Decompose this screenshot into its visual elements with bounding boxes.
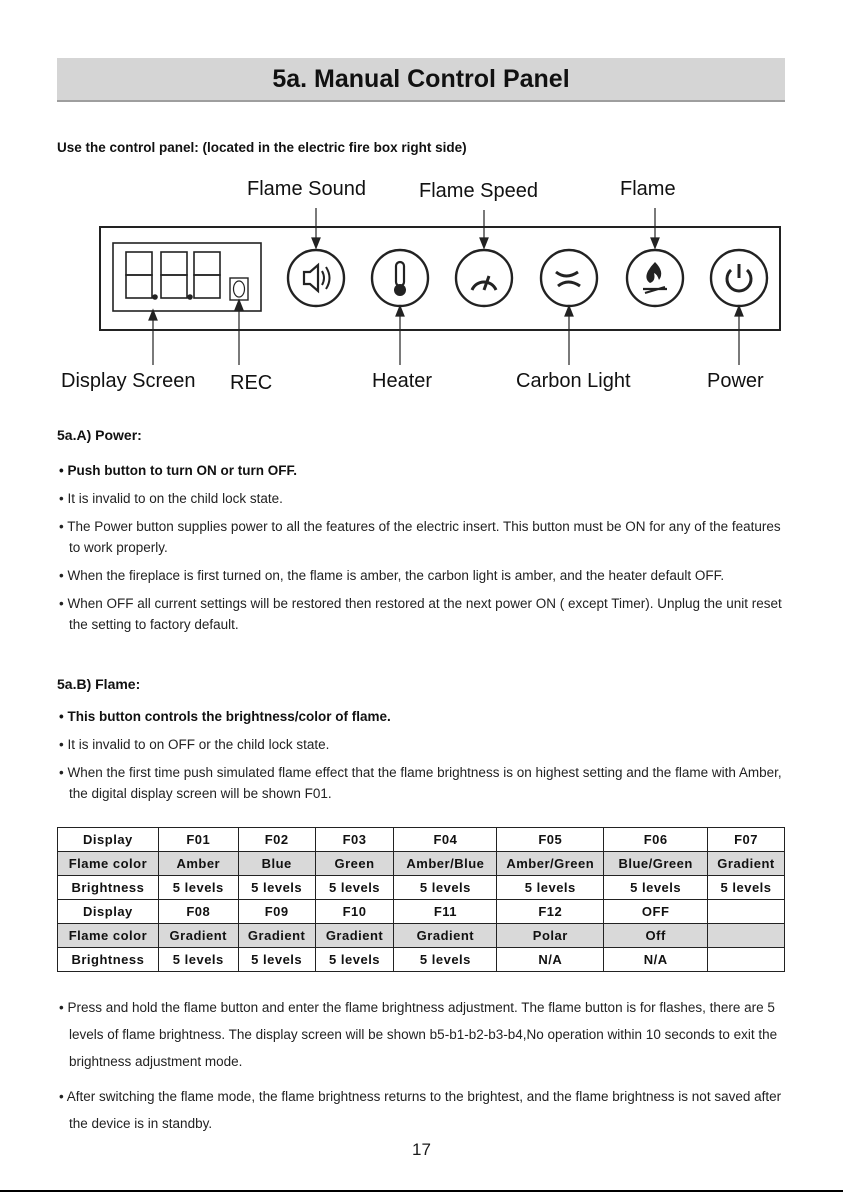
label-rec: REC <box>230 372 273 394</box>
table-row <box>58 876 785 900</box>
table-cell: F07 <box>708 828 785 852</box>
flame-note: • After switching the flame mode, the flame brightness returns to the brightest, and the flame brightness is not saved after the device is in standby. <box>59 1089 782 1131</box>
table-cell: Gradient <box>158 924 238 948</box>
power-bullet: • When the fireplace is first turned on, the flame is amber, the carbon light is amber, and the heater default OFF. <box>59 568 725 583</box>
table-row <box>58 924 785 948</box>
table-cell <box>708 924 785 948</box>
flame-heading: 5a.B) Flame: <box>57 676 141 692</box>
flame-sound-button <box>288 250 344 306</box>
table-row-header: Display <box>58 900 159 924</box>
table-cell: Blue/Green <box>604 852 708 876</box>
control-panel-diagram <box>0 0 843 420</box>
table-row-header: Brightness <box>58 948 159 972</box>
table-cell: Amber/Blue <box>394 852 497 876</box>
table-cell: 5 levels <box>394 876 497 900</box>
flame-bullets <box>57 706 785 804</box>
table-cell: Amber/Green <box>497 852 604 876</box>
flame-speed-button <box>456 250 512 306</box>
table-cell: OFF <box>604 900 708 924</box>
table-cell: F03 <box>315 828 394 852</box>
table-cell: 5 levels <box>238 948 315 972</box>
table-cell: 5 levels <box>394 948 497 972</box>
table-cell: 5 levels <box>158 948 238 972</box>
table-row-header: Brightness <box>58 876 159 900</box>
table-cell: 5 levels <box>315 948 394 972</box>
table-cell: N/A <box>497 948 604 972</box>
table-cell: F02 <box>238 828 315 852</box>
label-flame-sound: Flame Sound <box>247 178 366 200</box>
table-row <box>58 900 785 924</box>
table-row-header: Flame color <box>58 852 159 876</box>
table-cell: F12 <box>497 900 604 924</box>
flame-button <box>627 250 683 306</box>
power-bullet: • When OFF all current settings will be restored then restored at the next power ON ( except Timer). Unplug the unit reset the setting to factory default. <box>59 596 782 632</box>
flame-settings-table <box>57 827 785 972</box>
table-cell <box>708 900 785 924</box>
label-carbon-light: Carbon Light <box>516 370 631 392</box>
heater-button <box>372 250 428 306</box>
power-bullet: • Push button to turn ON or turn OFF. <box>59 463 297 478</box>
table-cell: 5 levels <box>708 876 785 900</box>
table-cell: N/A <box>604 948 708 972</box>
table-cell: Polar <box>497 924 604 948</box>
table-cell: Gradient <box>708 852 785 876</box>
label-power: Power <box>707 370 764 392</box>
table-cell <box>708 948 785 972</box>
table-cell: 5 levels <box>497 876 604 900</box>
table-cell: 5 levels <box>315 876 394 900</box>
table-cell: 5 levels <box>238 876 315 900</box>
label-flame-speed: Flame Speed <box>419 180 538 202</box>
label-flame: Flame <box>620 178 676 200</box>
power-bullet: • It is invalid to on the child lock state. <box>59 491 283 506</box>
table-row <box>58 828 785 852</box>
label-heater: Heater <box>372 370 433 392</box>
seven-segment-digits <box>126 252 220 299</box>
table-cell: F06 <box>604 828 708 852</box>
flame-bullet: • It is invalid to on OFF or the child lock state. <box>59 737 330 752</box>
table-cell: F04 <box>394 828 497 852</box>
table-row <box>58 948 785 972</box>
table-row-header: Display <box>58 828 159 852</box>
table-cell: 5 levels <box>158 876 238 900</box>
label-display-screen: Display Screen <box>61 370 196 392</box>
power-heading: 5a.A) Power: <box>57 427 142 443</box>
table-row <box>58 852 785 876</box>
table-cell: F09 <box>238 900 315 924</box>
power-bullet: • The Power button supplies power to all the features of the electric insert. This button must be ON for any of the features to work properly. <box>59 519 781 555</box>
flame-note: • Press and hold the flame button and enter the flame brightness adjustment. The flame button is for flashes, there are 5 levels of flame brightness. The display screen will be shown b5-b1-b2-b3-b4,No operation within 10 seconds to exit the brightness adjustment mode. <box>59 1000 778 1069</box>
table-row-header: Flame color <box>58 924 159 948</box>
table-cell: Green <box>315 852 394 876</box>
carbon-light-button <box>541 250 597 306</box>
table-cell: Off <box>604 924 708 948</box>
table-cell: F11 <box>394 900 497 924</box>
table-cell: Gradient <box>315 924 394 948</box>
power-bullets <box>57 460 785 635</box>
flame-notes <box>57 994 785 1137</box>
table-cell: Gradient <box>394 924 497 948</box>
page-number: 17 <box>412 1140 431 1159</box>
table-cell: F10 <box>315 900 394 924</box>
table-cell: Amber <box>158 852 238 876</box>
table-cell: F05 <box>497 828 604 852</box>
table-cell: Gradient <box>238 924 315 948</box>
power-button <box>711 250 767 306</box>
pointer-lines <box>149 208 743 365</box>
flame-bullet: • When the first time push simulated flame effect that the flame brightness is on highest setting and the flame with Amber, the digital display screen will be shown F01. <box>59 765 782 801</box>
table-cell: Blue <box>238 852 315 876</box>
table-cell: 5 levels <box>604 876 708 900</box>
intro-text: Use the control panel: (located in the electric fire box right side) <box>57 140 467 155</box>
section-title: 5a. Manual Control Panel <box>272 64 570 93</box>
table-cell: F01 <box>158 828 238 852</box>
table-cell: F08 <box>158 900 238 924</box>
flame-bullet: • This button controls the brightness/color of flame. <box>59 709 391 724</box>
